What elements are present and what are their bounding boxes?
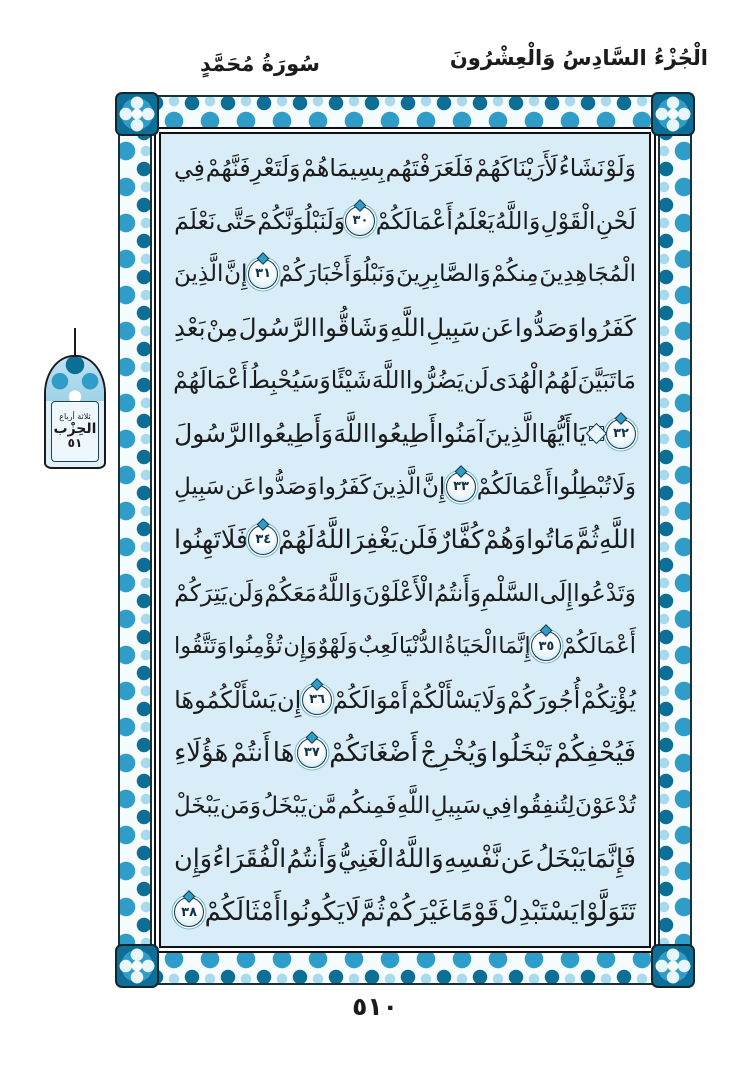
frame-border-top [156,95,654,129]
surah-title: سُورَةُ مُحَمَّدٍ [200,52,320,76]
quran-word: وَإِن [283,633,318,660]
quran-word: الْحَيَاةُ [444,633,498,660]
quran-word: أَطِيعُوا [369,419,437,449]
quran-word: مَّن [307,792,338,819]
quran-word: إِنَّ [224,260,248,287]
quran-word: يَا [571,419,587,449]
quran-word: لَعِبٌ [358,633,399,660]
quran-word: وَاللَّهُ [317,579,363,608]
quran-word: الرَّسُولَ [174,419,255,449]
quran-word: الْقَوْلِ [540,206,596,235]
quran-word: وَشَاقُّوا [318,312,390,342]
verse-number-medallion: ٣٤ [248,525,278,555]
quran-word: سَبِيلِ [174,473,225,500]
quran-word: فَإِنَّمَا [586,844,636,875]
quran-word: اللَّهِ [599,524,636,555]
quran-word: لَأَرَيْنَاكَهُمْ [474,153,558,182]
verse-number-medallion: ٣٧ [297,738,327,768]
corner-rosette-bottom-left [115,944,159,988]
quran-word: يَغْفِرَ [351,524,399,555]
verse-number-medallion: ٣٦ [302,685,332,715]
mushaf-line [174,675,636,724]
quran-word: نَّفْسِهِ [443,844,501,875]
quran-word: تُؤْمِنُوا [228,633,283,660]
mushaf-line [174,143,636,192]
frame-border-bottom [156,951,654,985]
quran-word: حَتَّى [215,206,257,235]
quran-word: وَنَبْلُوَ [351,260,396,287]
quran-word: مَاتُوا [526,524,575,555]
quran-word: أَعْمَالَكُمْ [562,633,636,660]
quran-word: أَعْمَالَهُمْ [173,366,249,395]
quran-word: اللَّهِ [397,792,431,819]
hizb-marker [44,355,106,469]
juz-title: الْجُزْءُ السَّادِسُ وَالْعِشْرُونَ [449,46,708,70]
quran-word: يَبْخَلُ [535,844,587,875]
quran-word: أَخْبَارَكُمْ [278,260,351,287]
hizb-label: الحِزْب [53,421,97,438]
quran-word: ثُمَّ [360,897,385,928]
mushaf-line [174,356,636,405]
quran-word: لَهُمْ [278,524,315,555]
quran-word: تُبْطِلُوا [552,473,612,500]
quran-word: هَؤُلَاءِ [174,737,229,768]
quran-word: وَلَن [227,579,265,608]
quran-word: الَّذِينَ [174,260,224,287]
quran-word: فِي [481,792,512,819]
mushaf-line [174,303,636,352]
quran-word: أَعْمَالَكُمْ [476,473,553,500]
quran-word: وَلَا [611,473,636,500]
quran-word: إِنَّ [422,473,446,500]
quran-word: وَسَيُحْبِطُ [248,366,331,395]
quran-word: وَلَوْ [605,153,636,182]
quran-word: سَبِيلِ [426,312,481,342]
quran-word: وَلَتَعْرِفَنَّهُمْ [205,153,301,182]
hizb-number: ٥١ [67,436,83,451]
corner-rosette-top-right [651,92,695,136]
quran-word: لَن [463,366,489,395]
quran-word: الْغَنِيُّ [337,844,395,875]
quran-word: اللَّهِ [390,312,426,342]
mushaf-line [174,622,636,671]
quran-word: فَلَا [220,524,249,555]
quran-word: مِنْ [206,312,239,342]
quran-word: الْمُجَاهِدِينَ [539,260,636,287]
text-panel [154,127,656,953]
quran-word: وَلَهْوٌ [317,633,358,660]
quran-word: وَلَا [481,685,507,714]
hizb-fraction-label: ثلاثة أرباع [59,411,91,421]
quran-word: أَيُّهَا [538,419,572,449]
frame-border-left [118,133,152,947]
mushaf-line [174,462,636,511]
quran-word: اللَّهَ [371,366,406,395]
verse-number-medallion: ٣٠ [345,206,375,236]
mushaf-line [174,888,636,937]
quran-word: أَنتُمْ [230,737,271,768]
quran-word: تَبْخَلُوا [490,737,552,768]
quran-word: لَا [345,897,360,928]
quran-word: يَكُونُوا [281,897,345,928]
quran-word: فَيُحْفِكُمْ [554,737,636,768]
verse-number-medallion: ٣٥ [531,631,561,661]
quran-word: وَاللَّهُ [394,844,444,875]
quran-word: تَتَوَلَّوْا [578,897,636,928]
mushaf-line [174,569,636,618]
quran-word: عَن [500,844,536,875]
quran-word: بَعْدِ [174,312,206,342]
verse-number-medallion: ٣٢ [606,419,636,449]
mushaf-line [174,196,636,245]
quran-word: الْأَعْلَوْنَ [362,579,434,608]
quran-word: إِلَى [539,579,573,608]
quran-word: يَتِرَكُمْ [174,579,228,608]
verse-number-medallion: ٣١ [248,259,278,289]
quran-word: الدُّنْيَا [398,633,444,660]
quran-word: وَهُمْ [483,524,527,555]
quran-word: هَا [272,737,295,768]
quran-word: أُجُورَكُمْ [507,685,581,714]
ornamental-frame [118,95,692,985]
quran-word: إِن [277,685,302,714]
quran-word: يَعْلَمُ [453,206,495,235]
quran-word: وَيُخْرِجْ [420,737,489,768]
mushaf-line [174,835,636,884]
quran-word: سَبِيلِ [430,792,482,819]
mushaf-lines [174,143,636,937]
quran-word: وَأَنتُمُ [286,844,338,875]
quran-word: لِتُنفِقُوا [512,792,575,819]
quran-word: نَشَاءُ [558,153,605,182]
quran-word: وَتَدْعُوا [573,579,636,608]
quran-word: يَبْخَلْ [174,792,220,819]
quran-word: فَلَعَرَفْتَهُم [385,153,474,182]
quran-word: وَلَنَبْلُوَنَّكُمْ [257,206,346,235]
corner-rosette-top-left [115,92,159,136]
quran-word: كُفَّارٌ [438,524,484,555]
quran-word: وَاللَّهُ [494,206,541,235]
quran-word: يَضُرُّوا [405,366,464,395]
quran-word: وَالصَّابِرِينَ [396,260,491,287]
quran-word: الَّذِينَ [371,473,422,500]
quran-word: الْفُقَرَاءُ [212,844,287,875]
quran-word: عَن [480,312,515,342]
quran-word: مَا [616,366,636,395]
quran-word: وَأَطِيعُوا [254,419,334,449]
verse-number-medallion: ٣٨ [174,897,204,927]
quran-word: اللَّهُ [314,524,352,555]
quran-word: شَيْئًا [330,366,372,395]
page-number: ٥١٠ [352,992,398,1021]
quran-word: الرَّسُولَ [238,312,318,342]
quran-word: يَسْأَلْكُمُوهَا [174,685,277,714]
quran-word: تَبَيَّنَ [577,366,617,395]
quran-word: كَفَرُوا [318,473,372,500]
quran-word: أَضْغَانَكُمْ [329,737,418,768]
quran-word: فِي [174,153,205,182]
quran-word: أَمْثَالَكُمْ [204,897,282,928]
quran-word: اللَّهَ [333,419,370,449]
quran-word: إِنَّمَا [498,633,531,660]
mushaf-line [174,249,636,298]
verse-number-medallion: ٣٣ [446,472,476,502]
quran-word: يُؤْتِكُمْ [581,685,636,714]
quran-word: غَيْرَكُمْ [385,897,451,928]
quran-word: بِسِيمَاهُمْ [301,153,385,182]
quran-word: قَوْمًا [451,897,500,928]
quran-word: يَسْأَلْكُمْ [408,685,481,714]
quran-word: أَمْوَالَكُمْ [332,685,408,714]
mushaf-line [174,781,636,830]
quran-word: الَّذِينَ [484,419,539,449]
quran-word: وَمَن [219,792,261,819]
quran-word: يَسْتَبْدِلْ [499,897,579,928]
quran-word: فَلَن [398,524,439,555]
quran-word: كَفَرُوا [579,312,636,342]
mushaf-line [174,409,636,458]
hizb-dome-panel [51,401,99,462]
marker-stem [74,328,76,355]
quran-word: تَهِنُوا [174,524,221,555]
mushaf-line [174,728,636,777]
quran-word: مَعَكُمْ [264,579,317,608]
frame-border-right [658,133,692,947]
quran-word: وَتَتَّقُوا [174,633,228,660]
quran-word: يَبْخَلُ [261,792,307,819]
hizb-dome-icon [44,355,106,469]
quran-word: وَصَدُّوا [514,312,580,342]
quran-word: آمَنُوا [436,419,485,449]
quran-word: وَصَدُّوا [257,473,318,500]
quran-word: فَمِنكُم [337,792,397,819]
quran-word: لَحْنِ [595,206,636,235]
quran-word: ثُمَّ [574,524,600,555]
rub-el-hizb-icon [589,426,604,441]
quran-word: لَهُمُ [543,366,578,395]
corner-rosette-bottom-right [651,944,695,988]
quran-word: وَأَنتُمُ [434,579,482,608]
quran-word: الْهُدَى [488,366,544,395]
quran-word: السَّلْمِ [481,579,540,608]
quran-word: أَعْمَالَكُمْ [375,206,453,235]
quran-word: مِنكُمْ [491,260,539,287]
quran-word: عَن [225,473,257,500]
quran-word: وَإِن [174,844,213,875]
quran-word: تُدْعَوْنَ [575,792,636,819]
mushaf-line [174,515,636,564]
quran-word: نَعْلَمَ [174,206,216,235]
